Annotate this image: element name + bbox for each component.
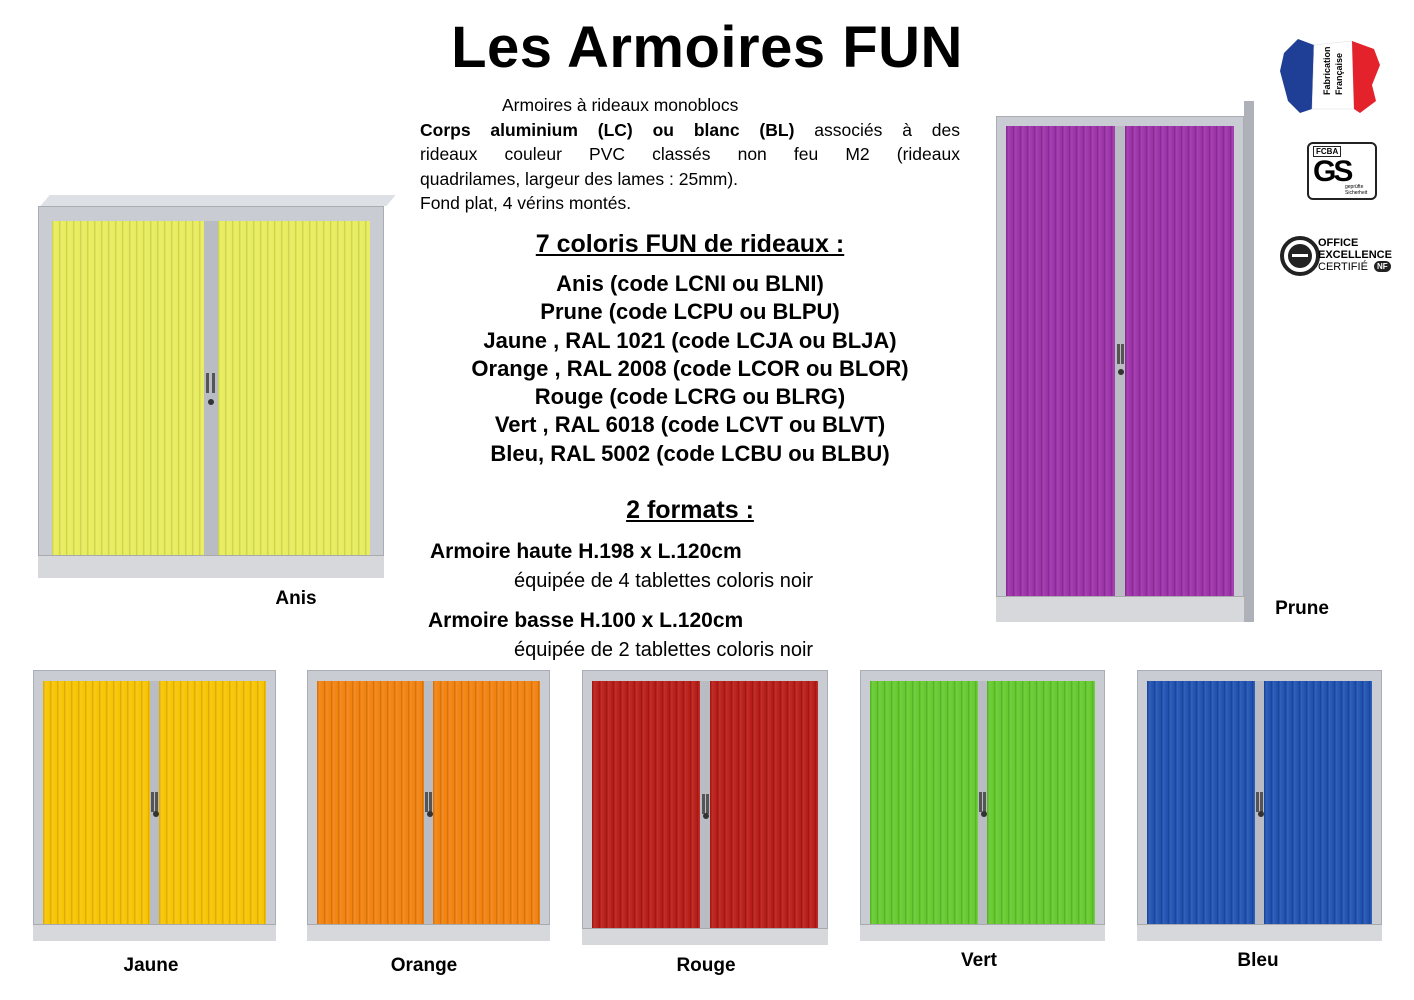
- cabinet-base: [307, 924, 550, 941]
- color-item: Anis (code LCNI ou BLNI): [556, 271, 824, 296]
- label-vert: Vert: [961, 950, 997, 971]
- color-item: Orange , RAL 2008 (code LCOR ou BLOR): [471, 355, 909, 381]
- label-anis: Anis: [275, 588, 317, 609]
- handle-icon: [151, 792, 154, 812]
- oe-line-3: CERTIFIÉ: [1318, 261, 1368, 273]
- curtain-right: [710, 681, 818, 929]
- gs-small-text: geprüfte Sicherheit: [1345, 184, 1368, 196]
- handle-icon: [1117, 344, 1120, 364]
- gs-certification-logo: [1307, 142, 1377, 200]
- intro-line-5: Fond plat, 4 vérins montés.: [420, 193, 632, 213]
- cabinet-rouge: [582, 670, 828, 945]
- handle-icon: [979, 792, 982, 812]
- curtain-right: [1264, 681, 1372, 925]
- format-low-title: Armoire basse H.100 x L.120cm: [428, 609, 744, 632]
- intro-line-2-bold: Corps aluminium (LC) ou blanc (BL): [420, 119, 795, 140]
- curtain-left: [317, 681, 424, 925]
- curtain-left: [1006, 126, 1115, 597]
- france-map-logo: [1278, 35, 1382, 117]
- nf-badge: NF: [1374, 261, 1391, 272]
- oe-line-1: OFFICE: [1318, 237, 1359, 249]
- curtain-right: [1125, 126, 1234, 597]
- france-flag-icon: [1278, 35, 1382, 117]
- cabinet-base: [860, 924, 1105, 941]
- cabinet-base: [582, 928, 828, 946]
- curtain-right: [159, 681, 266, 925]
- cabinet-base: [33, 924, 276, 941]
- curtain-right: [218, 221, 370, 556]
- curtain-left: [592, 681, 700, 929]
- office-excellence-logo: [1280, 232, 1404, 282]
- lock-icon: [1118, 369, 1124, 375]
- colors-list: [400, 270, 980, 468]
- color-item: Jaune , RAL 1021 (code LCJA ou BLJA): [483, 327, 897, 353]
- cabinet-bleu: [1137, 670, 1382, 941]
- handle-icon: [702, 794, 705, 814]
- cabinet-base: [38, 555, 384, 578]
- formats-heading: 2 formats :: [626, 496, 754, 524]
- label-jaune: Jaune: [123, 955, 179, 976]
- colors-heading: 7 coloris FUN de rideaux :: [535, 230, 845, 258]
- curtain-left: [870, 681, 978, 925]
- format-high-title: Armoire haute H.198 x L.120cm: [430, 540, 742, 563]
- lock-icon: [427, 811, 433, 817]
- cabinet-base: [1137, 924, 1382, 941]
- cabinet-anis: [38, 206, 384, 578]
- label-rouge: Rouge: [676, 955, 736, 976]
- cabinet-orange: [307, 670, 550, 941]
- intro-line-3: rideaux couleur PVC classés non feu M2 (rideaux: [420, 144, 960, 164]
- label-orange: Orange: [390, 955, 458, 976]
- format-low-desc: équipée de 2 tablettes coloris noir: [514, 639, 814, 661]
- intro-text: [420, 93, 960, 216]
- intro-line-2-rest: associés à des: [794, 119, 961, 140]
- gs-mark: GS: [1313, 155, 1351, 188]
- format-high-desc: équipée de 4 tablettes coloris noir: [514, 570, 814, 592]
- lock-icon: [153, 811, 159, 817]
- handle-icon: [212, 373, 215, 393]
- handle-icon: [1256, 792, 1259, 812]
- intro-line-4: quadrilames, largeur des lames : 25mm).: [420, 168, 739, 189]
- lock-icon: [1258, 811, 1264, 817]
- cabinet-side: [1244, 101, 1254, 622]
- handle-icon: [706, 794, 709, 814]
- flag-text-1: Fabrication: [1322, 46, 1332, 95]
- oe-line-2: EXCELLENCE: [1318, 249, 1392, 261]
- intro-line-1: Armoires à rideaux monoblocs: [502, 95, 739, 115]
- page-title: Les Armoires FUN: [451, 15, 963, 80]
- lock-icon: [981, 811, 987, 817]
- label-prune: Prune: [1275, 598, 1329, 619]
- cabinet-base: [996, 596, 1244, 622]
- color-item: Prune (code LCPU ou BLPU): [540, 299, 840, 325]
- color-item: Bleu, RAL 5002 (code LCBU ou BLBU): [490, 440, 890, 466]
- lock-icon: [703, 813, 709, 819]
- handle-icon: [155, 792, 158, 812]
- color-item: Rouge (code LCRG ou BLRG): [534, 384, 846, 410]
- cabinet-vert: [860, 670, 1105, 941]
- color-item: Vert , RAL 6018 (code LCVT ou BLVT): [494, 412, 886, 438]
- handle-icon: [1260, 792, 1263, 812]
- curtain-left: [43, 681, 150, 925]
- curtain-right: [433, 681, 540, 925]
- label-bleu: Bleu: [1237, 950, 1279, 971]
- handle-icon: [983, 792, 986, 812]
- flag-text-2: Française: [1334, 52, 1344, 95]
- handle-icon: [425, 792, 428, 812]
- intro-line-2: [420, 118, 960, 143]
- cabinet-top: [40, 195, 395, 206]
- curtain-right: [987, 681, 1095, 925]
- curtain-left: [52, 221, 204, 556]
- handle-icon: [206, 373, 209, 393]
- handle-icon: [429, 792, 432, 812]
- gs-top-text: FCBA: [1313, 146, 1341, 157]
- cabinet-prune: [996, 116, 1244, 622]
- curtain-left: [1147, 681, 1255, 925]
- handle-icon: [1121, 344, 1124, 364]
- cabinet-jaune: [33, 670, 276, 941]
